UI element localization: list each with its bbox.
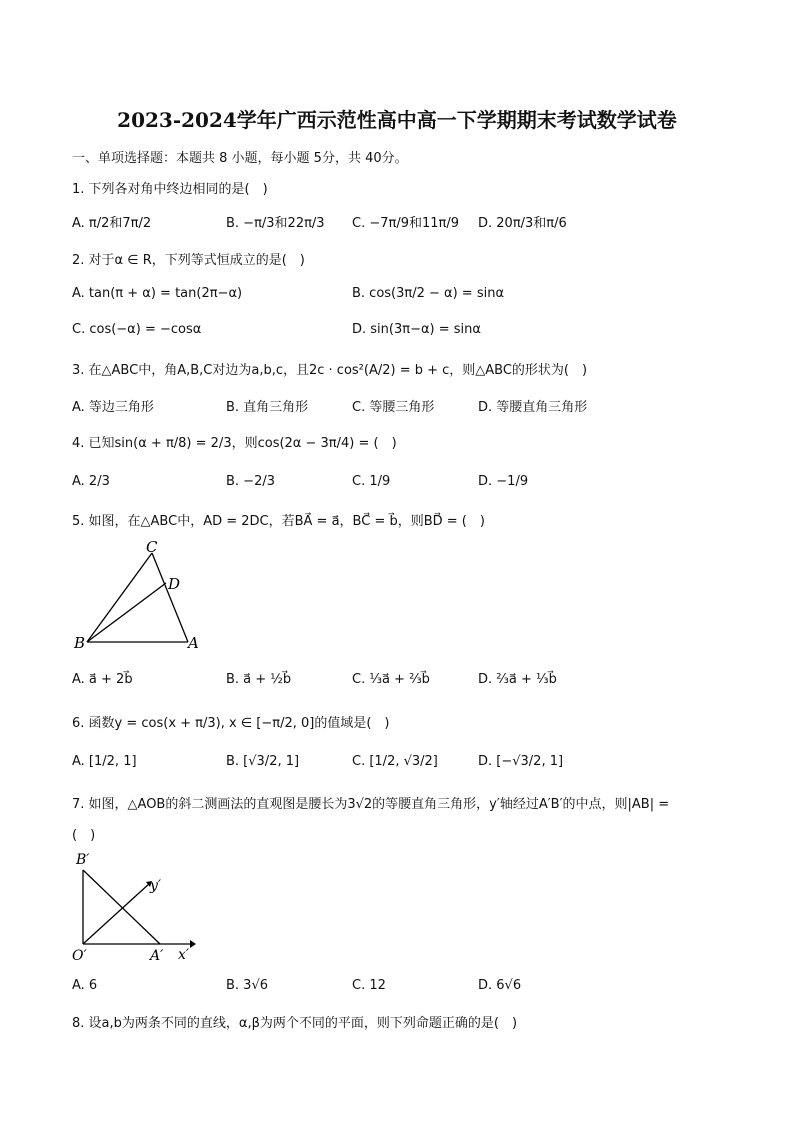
section-heading: 一、单项选择题：本题共 8 小题，每小题 5分，共 40分。: [72, 151, 408, 166]
question-1-option-b[interactable]: B. −π/3和22π/3: [226, 216, 325, 231]
question-6-option-a[interactable]: A. [1/2, 1]: [72, 754, 137, 769]
question-7-stem-blank: ( ): [72, 828, 96, 843]
label-x-prime: x′: [178, 947, 190, 963]
question-7-option-c[interactable]: C. 12: [352, 978, 386, 993]
label-o-prime: O′: [72, 948, 87, 964]
question-2-option-a[interactable]: A. tan(π + α) = tan(2π−α): [72, 286, 243, 301]
label-a-prime: A′: [150, 948, 164, 964]
segment-ca: [152, 553, 188, 642]
question-1-option-c[interactable]: C. −7π/9和11π/9: [352, 216, 460, 231]
segment-bc: [87, 553, 152, 642]
question-4-option-a[interactable]: A. 2/3: [72, 474, 110, 489]
figure-oblique-triangle: [70, 848, 200, 966]
question-3-stem: 3. 在△ABC中，角A,B,C对边为a,b,c，且2c · cos²(A/2) = b + c，则△ABC的形状为( ): [72, 363, 588, 378]
question-2-option-b[interactable]: B. cos(3π/2 − α) = sinα: [352, 286, 505, 301]
question-6-stem: 6. 函数y = cos(x + π/3), x ∈ [−π/2, 0]的值域是( ): [72, 716, 390, 731]
question-8-stem: 8. 设a,b为两条不同的直线，α,β为两个不同的平面，则下列命题正确的是( ): [72, 1016, 518, 1031]
question-2-stem: 2. 对于α ∈ R，下列等式恒成立的是( ): [72, 253, 305, 268]
question-5-option-d[interactable]: D. ⅔a⃗ + ⅓b⃗: [478, 672, 557, 687]
question-1-option-a[interactable]: A. π/2和7π/2: [72, 216, 152, 231]
question-2-option-d[interactable]: D. sin(3π−α) = sinα: [352, 322, 481, 337]
figure-triangle-abc: [70, 536, 210, 654]
question-1-stem: 1. 下列各对角中终边相同的是( ): [72, 182, 268, 197]
question-5-option-c[interactable]: C. ⅓a⃗ + ⅔b⃗: [352, 672, 430, 687]
question-4-option-b[interactable]: B. −2/3: [226, 474, 275, 489]
question-7-option-d[interactable]: D. 6√6: [478, 978, 522, 993]
question-4-option-c[interactable]: C. 1/9: [352, 474, 391, 489]
question-7-option-a[interactable]: A. 6: [72, 978, 98, 993]
label-c: C: [146, 538, 158, 556]
question-6-option-c[interactable]: C. [1/2, √3/2]: [352, 754, 438, 769]
question-4-stem: 4. 已知sin(α + π/8) = 2/3，则cos(2α − 3π/4) = ( ): [72, 436, 397, 451]
question-3-option-c[interactable]: C. 等腰三角形: [352, 400, 435, 415]
label-d: D: [168, 575, 181, 593]
question-5-option-a[interactable]: A. a⃗ + 2b⃗: [72, 672, 133, 687]
question-3-option-d[interactable]: D. 等腰直角三角形: [478, 400, 588, 415]
question-5-stem: 5. 如图，在△ABC中，AD = 2DC，若BA⃗ = a⃗，BC⃗ = b⃗，则BD⃗ = ( ): [72, 514, 485, 529]
y-prime-axis: [83, 883, 150, 944]
question-6-option-b[interactable]: B. [√3/2, 1]: [226, 754, 300, 769]
question-3-option-a[interactable]: A. 等边三角形: [72, 400, 154, 415]
question-4-option-d[interactable]: D. −1/9: [478, 474, 529, 489]
question-1-option-d[interactable]: D. 20π/3和π/6: [478, 216, 567, 231]
x-axis-arrow: [190, 940, 196, 948]
page-title: 2023-2024学年广西示范性高中高一下学期期末考试数学试卷: [117, 108, 677, 132]
question-6-option-d[interactable]: D. [−√3/2, 1]: [478, 754, 564, 769]
question-2-option-c[interactable]: C. cos(−α) = −cosα: [72, 322, 202, 337]
label-a: A: [188, 634, 199, 652]
question-5-option-b[interactable]: B. a⃗ + ½b⃗: [226, 672, 292, 687]
question-3-option-b[interactable]: B. 直角三角形: [226, 400, 309, 415]
question-7-option-b[interactable]: B. 3√6: [226, 978, 269, 993]
label-y-prime: y′: [150, 878, 162, 894]
label-b: B: [74, 634, 86, 652]
label-b-prime: B′: [76, 852, 90, 868]
segment-bd: [87, 583, 166, 642]
question-7-stem: 7. 如图，△AOB的斜二测画法的直观图是腰长为3√2的等腰直角三角形，y′轴经过A′B′的中点，则|AB| =: [72, 797, 670, 812]
